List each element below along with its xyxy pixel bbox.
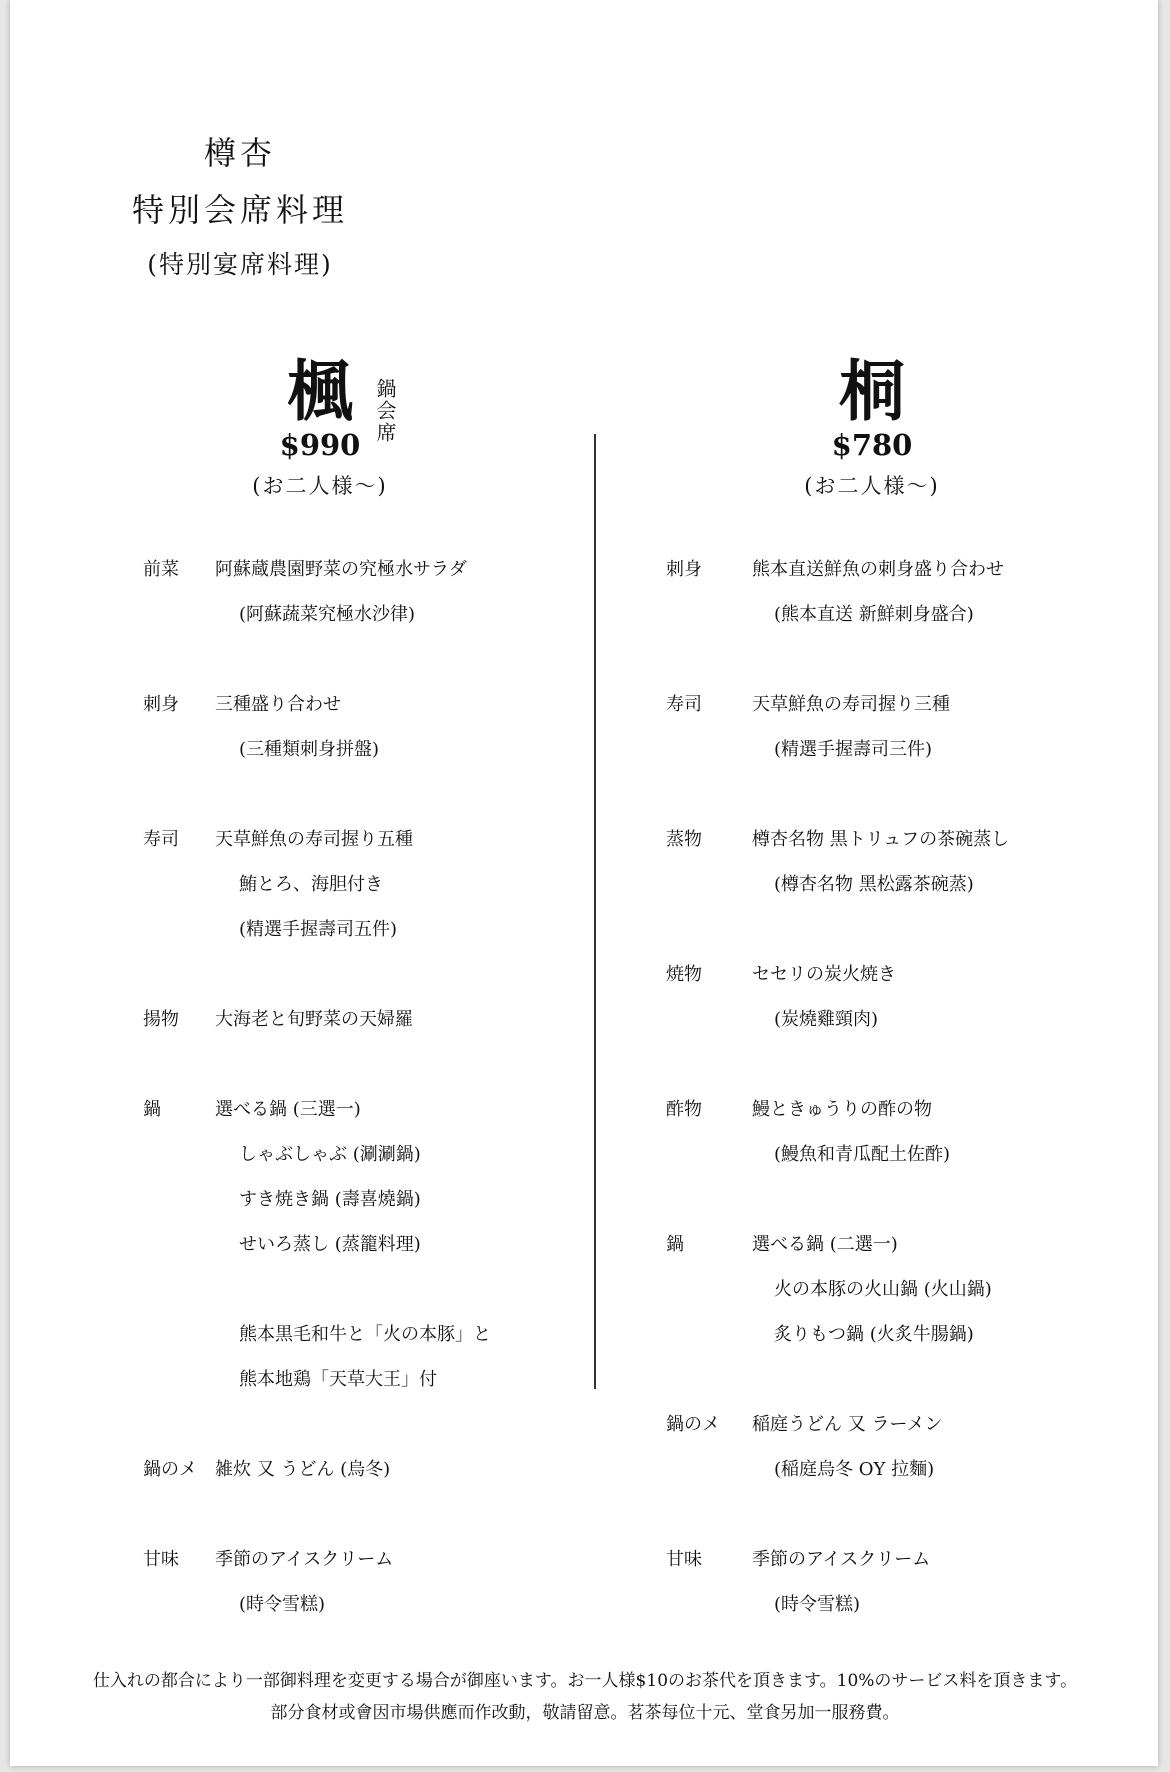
menu-item-text: 大海老と旬野菜の天婦羅 [215, 1009, 413, 1030]
menu-row [666, 907, 1146, 952]
footer-note-chinese: 部分食材或會因市場供應而作改動，敬請留意。茗茶每位十元、堂食另加一服務費。 [270, 1703, 900, 1723]
menu-title: 特別会席料理 [131, 191, 348, 229]
menu-item-text: すき焼き鍋 (壽喜燒鍋) [239, 1189, 421, 1210]
menu-row [143, 1087, 583, 1132]
menu-item-text: (時令雪糕) [774, 1594, 861, 1615]
menu-row [143, 682, 583, 727]
menu-row [666, 1537, 1146, 1582]
menu-item-text: 熊本黒毛和牛と「火の本豚」と [239, 1324, 491, 1345]
menu-row [666, 682, 1146, 727]
course-left-persons: (お二人様〜) [252, 474, 388, 498]
menu-row [666, 1582, 1146, 1627]
menu-row [143, 1267, 583, 1312]
menu-item-text: 天草鮮魚の寿司握り五種 [215, 829, 413, 850]
menu-row [666, 997, 1146, 1042]
menu-row [666, 547, 1146, 592]
menu-row [666, 1222, 1146, 1267]
course-right-persons: (お二人様〜) [804, 474, 940, 498]
menu-item-text: 炙りもつ鍋 (火炙牛腸鍋) [774, 1324, 974, 1345]
menu-row [143, 1447, 583, 1492]
menu-row [666, 637, 1146, 682]
menu-item-text: (三種類刺身拼盤) [239, 739, 380, 760]
course-right-price: $780 [831, 428, 913, 462]
menu-category: 甘味 [666, 1549, 702, 1570]
menu-row [143, 547, 583, 592]
menu-item-text: 熊本直送鮮魚の刺身盛り合わせ [752, 559, 1004, 580]
menu-item-text: (阿蘇蔬菜究極水沙律) [239, 604, 416, 625]
menu-row [143, 1042, 583, 1087]
menu-item-text: しゃぶしゃぶ (涮涮鍋) [239, 1144, 421, 1165]
menu-item-text: 選べる鍋 (二選一) [752, 1234, 898, 1255]
menu-row [143, 1177, 583, 1222]
menu-row [143, 1132, 583, 1177]
menu-category: 鍋 [143, 1099, 161, 1120]
menu-row [143, 1222, 583, 1267]
menu-category: 蒸物 [666, 829, 702, 850]
menu-item-text: 天草鮮魚の寿司握り三種 [752, 694, 950, 715]
menu-category: 寿司 [666, 694, 702, 715]
menu-item-text: (時令雪糕) [239, 1594, 326, 1615]
menu-row [666, 1402, 1146, 1447]
menu-item-text: (樽杏名物 黑松露茶碗蒸) [774, 874, 974, 895]
menu-item-text: 樽杏名物 黒トリュフの茶碗蒸し [752, 829, 1010, 850]
menu-row [143, 862, 583, 907]
menu-item-text: 季節のアイスクリーム [215, 1549, 394, 1570]
course-left-items [143, 547, 583, 1627]
footer-note-japanese: 仕入れの都合により一部御料理を変更する場合が御座います。お一人様$10のお茶代を頂きます。10%のサービス料を頂きます。 [92, 1671, 1078, 1691]
menu-row [143, 1402, 583, 1447]
menu-row [143, 997, 583, 1042]
menu-sheet [10, 0, 1158, 1766]
menu-row [143, 637, 583, 682]
menu-row [666, 1267, 1146, 1312]
menu-item-text: 稲庭うどん 又 ラーメン [752, 1414, 943, 1435]
menu-category: 鍋 [666, 1234, 684, 1255]
menu-row [666, 772, 1146, 817]
menu-row [143, 1582, 583, 1627]
course-right-header [772, 352, 972, 500]
menu-item-text: せいろ蒸し (蒸籠料理) [239, 1234, 421, 1255]
menu-item-text: 三種盛り合わせ [215, 694, 341, 715]
menu-item-text: 雑炊 又 うどん (烏冬) [215, 1459, 391, 1480]
menu-row [143, 592, 583, 637]
menu-category: 酢物 [666, 1099, 702, 1120]
menu-row [666, 1087, 1146, 1132]
menu-row [666, 1312, 1146, 1357]
menu-category: 焼物 [666, 964, 702, 985]
menu-row [666, 862, 1146, 907]
menu-category: 寿司 [143, 829, 179, 850]
menu-item-text: (炭燒雞頸肉) [774, 1009, 879, 1030]
menu-item-text: 火の本豚の火山鍋 (火山鍋) [774, 1279, 992, 1300]
menu-row [143, 772, 583, 817]
course-left-price: $990 [279, 428, 361, 462]
menu-row [143, 907, 583, 952]
menu-row [666, 1132, 1146, 1177]
menu-item-text: セセリの炭火焼き [752, 964, 896, 985]
menu-category: 刺身 [666, 559, 702, 580]
menu-category: 揚物 [143, 1009, 179, 1030]
menu-row [666, 1492, 1146, 1537]
menu-category: 鍋のメ [143, 1459, 197, 1480]
menu-row [143, 1312, 583, 1357]
course-right-items [666, 547, 1146, 1627]
course-left-name: 楓 [287, 352, 353, 430]
menu-item-text: 季節のアイスクリーム [752, 1549, 931, 1570]
menu-item-text: (精選手握壽司五件) [239, 919, 398, 940]
menu-row [666, 1447, 1146, 1492]
menu-row [143, 817, 583, 862]
column-divider [594, 434, 596, 1389]
menu-item-text: 鮪とろ、海胆付き [239, 874, 383, 895]
menu-row [666, 817, 1146, 862]
menu-item-text: 阿蘇蔵農園野菜の究極水サラダ [215, 559, 467, 580]
restaurant-name: 樽杏 [203, 134, 276, 172]
menu-category: 甘味 [143, 1549, 179, 1570]
menu-row [143, 727, 583, 772]
menu-row [143, 1537, 583, 1582]
menu-category: 前菜 [143, 559, 179, 580]
menu-item-text: 熊本地鶏「天草大王」付 [239, 1369, 437, 1390]
menu-category: 刺身 [143, 694, 179, 715]
menu-row [666, 952, 1146, 997]
menu-item-text: 選べる鍋 (三選一) [215, 1099, 361, 1120]
menu-item-text: (稲庭烏冬 OY 拉麵) [774, 1459, 935, 1480]
menu-row [666, 1177, 1146, 1222]
menu-category: 鍋のメ [666, 1414, 720, 1435]
course-left-tag: 鍋会席 [373, 378, 397, 444]
menu-row [666, 1357, 1146, 1402]
menu-item-text: (熊本直送 新鮮刺身盛合) [774, 604, 974, 625]
menu-item-text: (精選手握壽司三件) [774, 739, 933, 760]
menu-item-text: (鰻魚和青瓜配土佐酢) [774, 1144, 951, 1165]
menu-row [143, 952, 583, 997]
course-right-name: 桐 [839, 352, 905, 430]
menu-row [666, 592, 1146, 637]
menu-subtitle: (特別宴席料理) [147, 250, 333, 279]
menu-row [143, 1492, 583, 1537]
menu-row [666, 727, 1146, 772]
menu-row [143, 1357, 583, 1402]
menu-item-text: 鰻ときゅうりの酢の物 [752, 1099, 932, 1120]
menu-row [666, 1042, 1146, 1087]
